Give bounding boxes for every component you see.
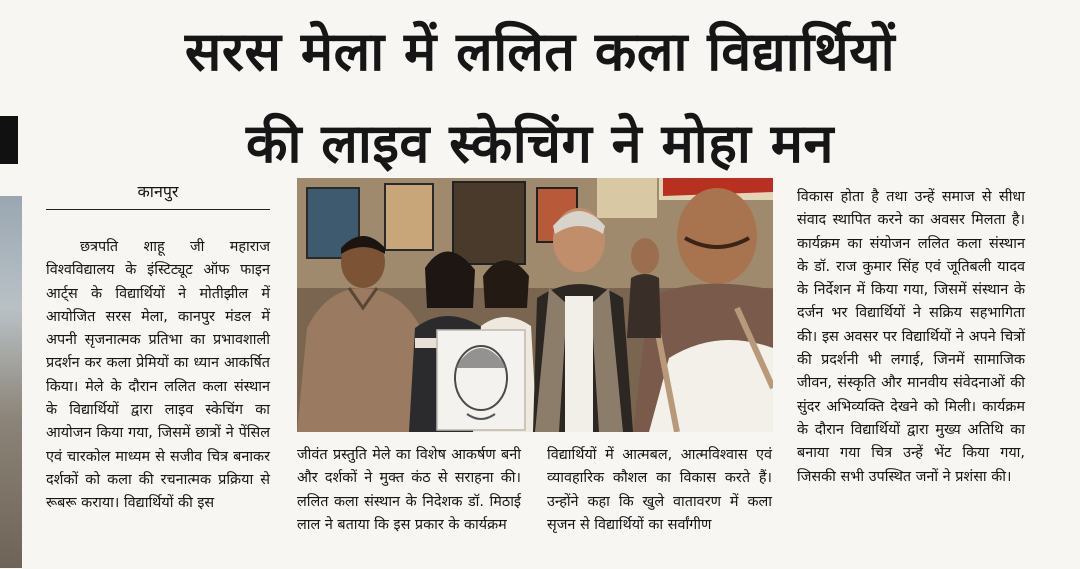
- article-column-1: [46, 236, 270, 516]
- headline-line-1: सरस मेला में ललित कला विद्यार्थियों: [184, 20, 896, 83]
- painting-2: [385, 184, 433, 250]
- headline-line-2: की लाइव स्केचिंग ने मोहा मन: [246, 112, 834, 175]
- column-2-text: जीवंत प्रस्तुति मेले का विशेष आकर्षण बनी और दर्शकों ने मुक्त कंठ से सराहना की। ललित कला संस्थान के निदेशक डॉ. मिठाई लाल ने बताया कि इस प्रकार के कार्यक्रम: [297, 447, 521, 533]
- dateline: कानपुर: [46, 180, 270, 210]
- article-column-2: [297, 444, 521, 537]
- article-column-3: [547, 444, 772, 537]
- news-photo: [297, 178, 773, 432]
- column-4-text: विकास होता है तथा उन्हें समाज से सीधा संवाद स्थापित करने का अवसर मिलता है। कार्यक्रम का संयोजन ललित कला संस्थान के डॉ. राज कुमार सिंह एवं जूतिबली यादव के निर्देशन में किया गया, जिसमें संस्थान के दर्जन भर विद्यार्थियों ने सक्रिय सहभागिता की। इस अवसर पर विद्यार्थियों ने अपने चित्रों की प्रदर्शनी भी लगाई, जिनमें सामाजिक जीवन, संस्कृति और मानवीय संवेदनाओं की सुंदर अभिव्यक्ति देखने को मिली। कार्यक्रम के दौरान विद्यार्थियों द्वारा मुख्य अतिथि का बनाया गया चित्र उन्हें भेंट किया गया, जिसकी सभी उपस्थित जनों ने प्रशंसा की।: [797, 189, 1025, 485]
- photo-icon: [297, 178, 773, 432]
- adjacent-article-photo: [0, 196, 22, 568]
- painting-3: [453, 182, 525, 264]
- headline: [30, 6, 1050, 190]
- article-column-4: [797, 186, 1025, 489]
- column-3-text: विद्यार्थियों में आत्मबल, आत्मविश्वास एवं व्यावहारिक कौशल का विकास करते हैं। उन्होंने कहा कि खुले वातावरण में कला सृजन से विद्यार्थियों का सर्वांगीण: [547, 447, 772, 533]
- column-1-text: छत्रपति शाहू जी महाराज विश्वविद्यालय के इंस्टिट्यूट ऑफ फाइन आर्ट्स के विद्यार्थियों ने मोतीझील में आयोजित सरस मेला, कानपुर मंडल में अपनी सृजनात्मक प्रतिभा का प्रभावशाली प्रदर्शन कर कला प्रेमियों का ध्यान आकर्षित किया। मेले के दौरान ललित कला संस्थान के विद्यार्थियों द्वारा लाइव स्केचिंग का आयोजन किया गया, जिसमें छात्रों ने पेंसिल एवं चारकोल माध्यम से सजीव चित्र बनाकर दर्शकों को कला की रचनात्मक प्रक्रिया से रूबरू कराया। विद्यार्थियों की इस: [46, 239, 270, 512]
- edge-column-rule: [0, 116, 18, 164]
